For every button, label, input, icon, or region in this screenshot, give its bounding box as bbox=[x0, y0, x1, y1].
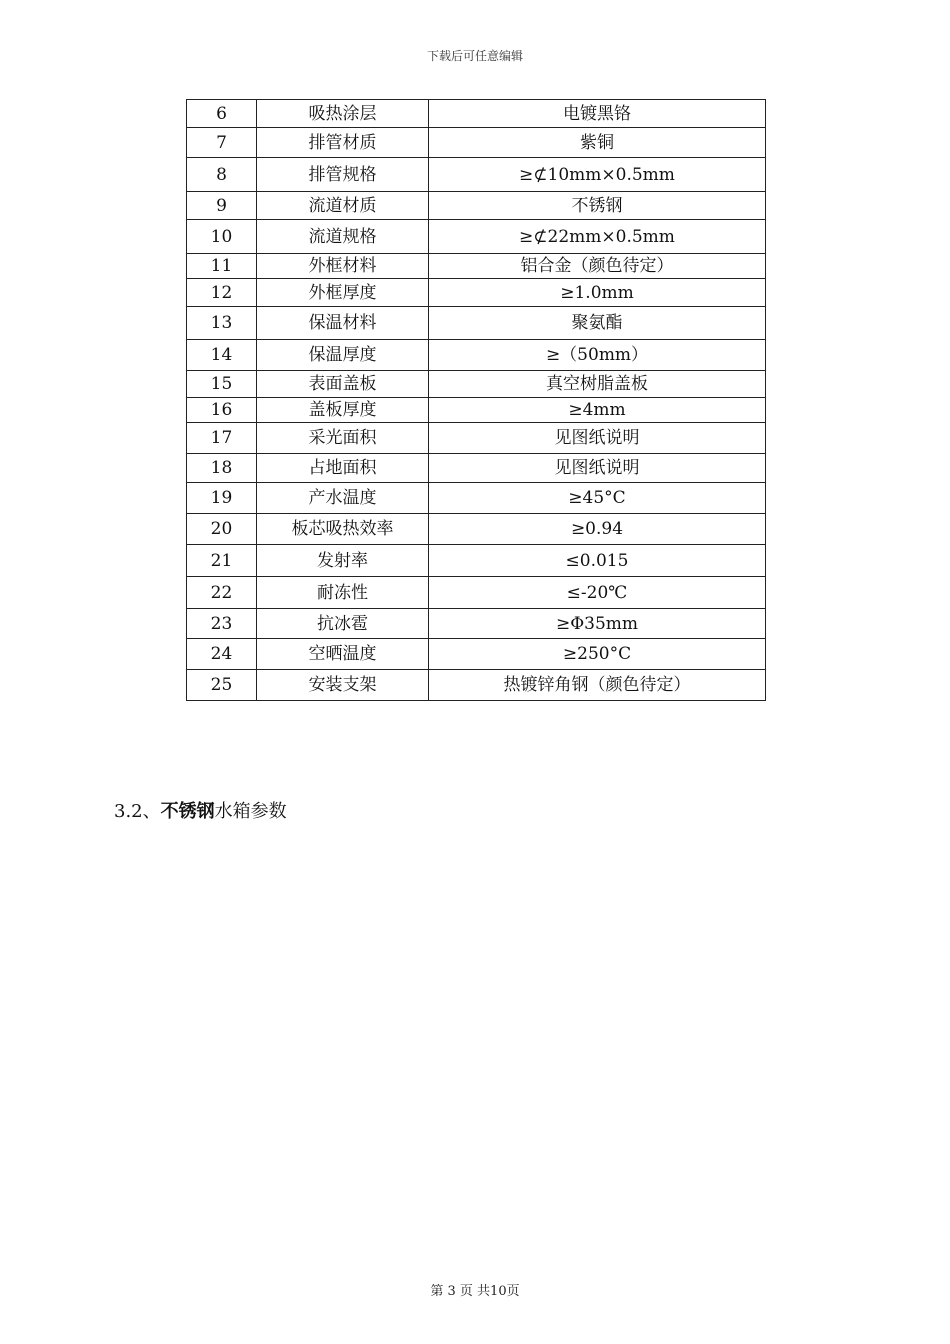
row-number: 15 bbox=[187, 371, 257, 398]
spec-table bbox=[186, 99, 766, 701]
section-title: 水箱参数 bbox=[214, 801, 287, 822]
row-item: 吸热涂层 bbox=[257, 100, 429, 128]
row-number: 6 bbox=[187, 100, 257, 128]
row-value: 见图纸说明 bbox=[429, 423, 766, 454]
table-row bbox=[187, 514, 766, 545]
row-number: 11 bbox=[187, 254, 257, 279]
table-row bbox=[187, 279, 766, 307]
row-item: 保温材料 bbox=[257, 307, 429, 340]
row-number: 14 bbox=[187, 340, 257, 371]
row-value: ≥250°C bbox=[429, 639, 766, 670]
row-item: 产水温度 bbox=[257, 483, 429, 514]
row-number: 19 bbox=[187, 483, 257, 514]
row-item: 采光面积 bbox=[257, 423, 429, 454]
row-value: ≥⊄22mm×0.5mm bbox=[429, 220, 766, 254]
table-row bbox=[187, 220, 766, 254]
row-number: 25 bbox=[187, 670, 257, 701]
row-value: 真空树脂盖板 bbox=[429, 371, 766, 398]
section-bold-term: 不锈钢 bbox=[160, 801, 215, 822]
row-value: 不锈钢 bbox=[429, 192, 766, 220]
table-row bbox=[187, 545, 766, 577]
table-row bbox=[187, 128, 766, 158]
row-number: 17 bbox=[187, 423, 257, 454]
row-item: 排管材质 bbox=[257, 128, 429, 158]
table-row bbox=[187, 398, 766, 423]
row-value: ≥Φ35mm bbox=[429, 609, 766, 639]
row-number: 23 bbox=[187, 609, 257, 639]
row-number: 20 bbox=[187, 514, 257, 545]
table-row bbox=[187, 192, 766, 220]
row-value: 紫铜 bbox=[429, 128, 766, 158]
table-row bbox=[187, 423, 766, 454]
table-row bbox=[187, 307, 766, 340]
page-footer: 第 3 页 共10页 bbox=[430, 1284, 520, 1299]
row-value: ≤0.015 bbox=[429, 545, 766, 577]
row-value: ≥0.94 bbox=[429, 514, 766, 545]
row-item: 保温厚度 bbox=[257, 340, 429, 371]
row-value: 铝合金（颜色待定） bbox=[429, 254, 766, 279]
row-value: 电镀黑铬 bbox=[429, 100, 766, 128]
row-value: ≥45°C bbox=[429, 483, 766, 514]
row-item: 流道材质 bbox=[257, 192, 429, 220]
row-item: 流道规格 bbox=[257, 220, 429, 254]
section-heading bbox=[114, 800, 287, 824]
row-item: 表面盖板 bbox=[257, 371, 429, 398]
row-number: 7 bbox=[187, 128, 257, 158]
row-item: 盖板厚度 bbox=[257, 398, 429, 423]
table-row bbox=[187, 483, 766, 514]
row-item: 排管规格 bbox=[257, 158, 429, 192]
table-row bbox=[187, 340, 766, 371]
row-value: ≥4mm bbox=[429, 398, 766, 423]
row-value: 聚氨酯 bbox=[429, 307, 766, 340]
row-number: 10 bbox=[187, 220, 257, 254]
row-item: 外框厚度 bbox=[257, 279, 429, 307]
row-item: 发射率 bbox=[257, 545, 429, 577]
row-item: 安装支架 bbox=[257, 670, 429, 701]
row-item: 耐冻性 bbox=[257, 577, 429, 609]
row-item: 抗冰雹 bbox=[257, 609, 429, 639]
row-number: 22 bbox=[187, 577, 257, 609]
row-value: 见图纸说明 bbox=[429, 454, 766, 483]
section-number: 3.2、 bbox=[114, 801, 161, 822]
row-value: ≥1.0mm bbox=[429, 279, 766, 307]
table-row bbox=[187, 100, 766, 128]
row-number: 8 bbox=[187, 158, 257, 192]
row-number: 13 bbox=[187, 307, 257, 340]
row-number: 18 bbox=[187, 454, 257, 483]
row-item: 外框材料 bbox=[257, 254, 429, 279]
row-number: 16 bbox=[187, 398, 257, 423]
row-number: 21 bbox=[187, 545, 257, 577]
table-row bbox=[187, 577, 766, 609]
table-row bbox=[187, 254, 766, 279]
row-item: 板芯吸热效率 bbox=[257, 514, 429, 545]
table-row bbox=[187, 371, 766, 398]
row-item: 空晒温度 bbox=[257, 639, 429, 670]
row-value: 热镀锌角钢（颜色待定） bbox=[429, 670, 766, 701]
table-row bbox=[187, 609, 766, 639]
row-value: ≥⊄10mm×0.5mm bbox=[429, 158, 766, 192]
row-value: ≥（50mm） bbox=[429, 340, 766, 371]
page-header: 下载后可任意编辑 bbox=[426, 49, 523, 63]
row-number: 24 bbox=[187, 639, 257, 670]
table-row bbox=[187, 639, 766, 670]
row-number: 9 bbox=[187, 192, 257, 220]
row-number: 12 bbox=[187, 279, 257, 307]
row-value: ≤-20℃ bbox=[429, 577, 766, 609]
table-row bbox=[187, 158, 766, 192]
table-row bbox=[187, 670, 766, 701]
row-item: 占地面积 bbox=[257, 454, 429, 483]
table-row bbox=[187, 454, 766, 483]
